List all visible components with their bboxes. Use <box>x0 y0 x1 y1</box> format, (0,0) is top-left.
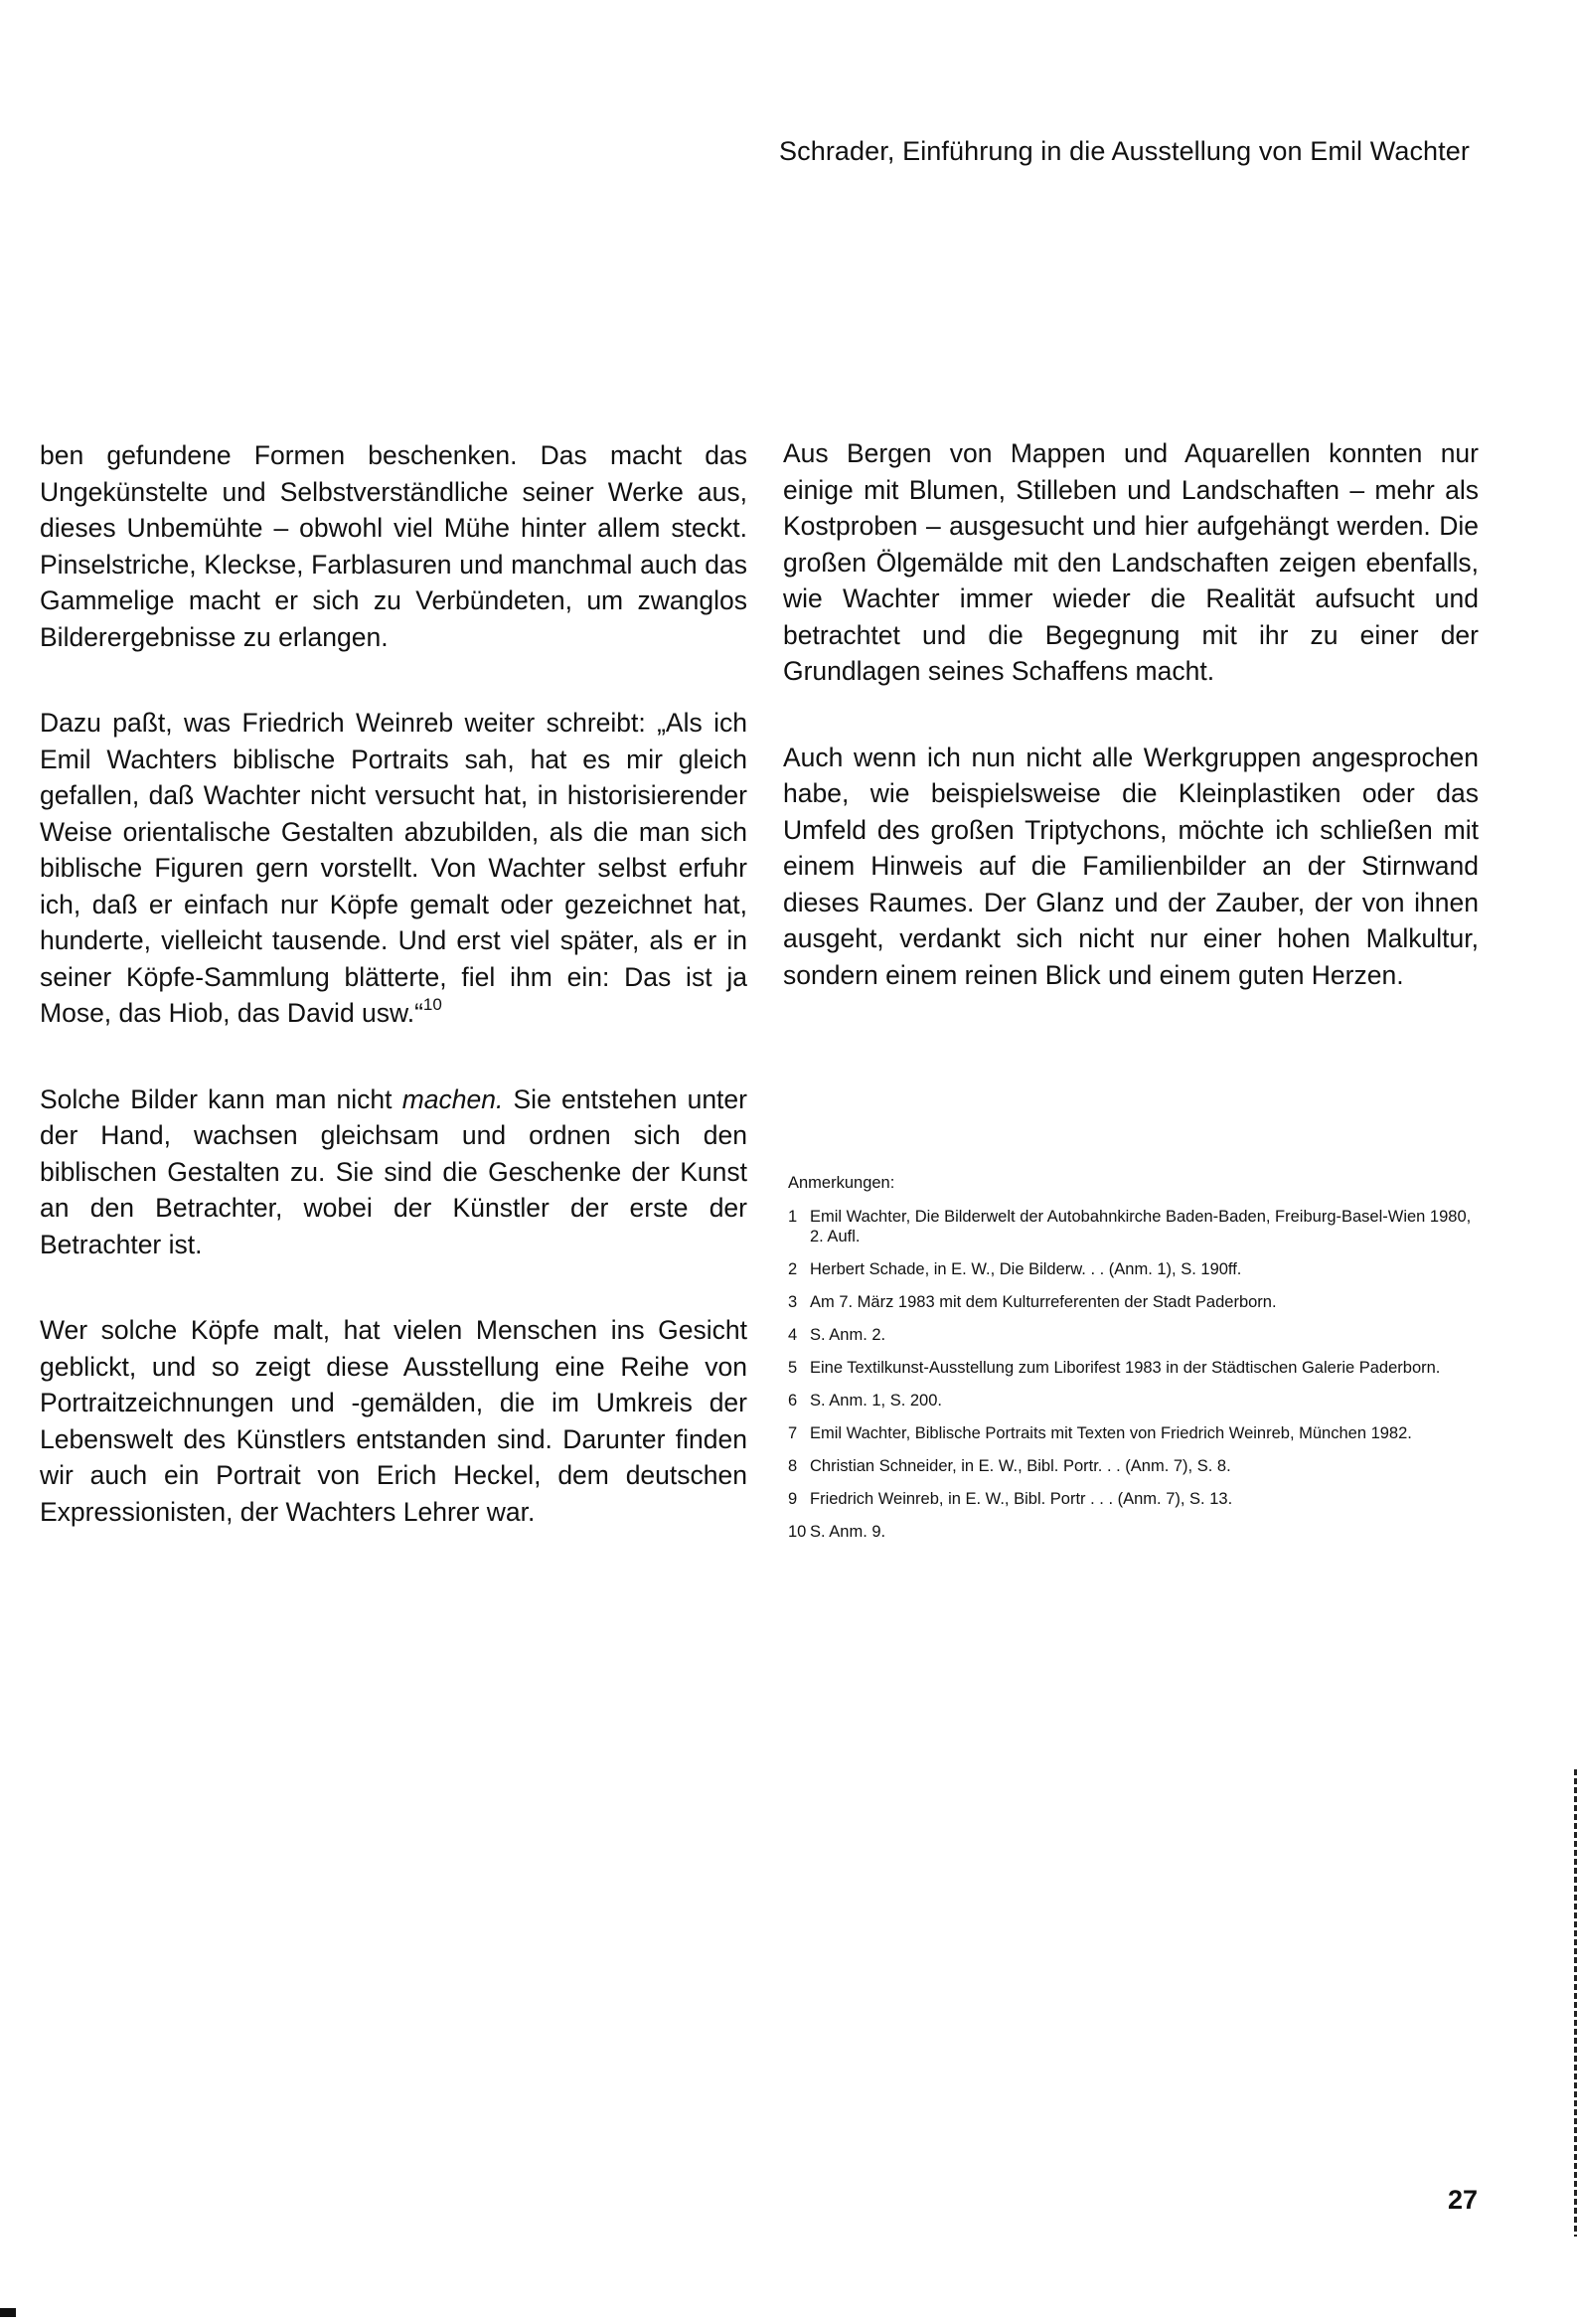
footnote-number: 2 <box>788 1260 798 1278</box>
footnote-number: 5 <box>788 1359 798 1377</box>
footnote-text: Christian Schneider, in E. W., Bibl. Portr. . . (Anm. 7), S. 8. <box>810 1457 1231 1475</box>
footnote-text: Am 7. März 1983 mit dem Kulturreferenten der Stadt Paderborn. <box>810 1293 1277 1311</box>
footnote-item <box>788 1423 1484 1443</box>
right-column <box>783 435 1479 1043</box>
footnote-item <box>788 1456 1484 1476</box>
paragraph: Aus Bergen von Mappen und Aquarellen konnten nur einige mit Blumen, Stilleben und Landschaften – mehr als Kostproben – ausgesucht und hier aufgehängt werden. Die großen Ölgemälde mit den Landschaften zeigen ebenfalls, wie Wachter immer wieder die Realität aufsucht und betrachtet und die Begegnung mit ihr zu einer der Grundlagen seines Schaffens macht. <box>783 438 1479 686</box>
footnote-text: S. Anm. 1, S. 200. <box>810 1392 942 1410</box>
footnote-text: Emil Wachter, Die Bilderwelt der Autobahnkirche Baden-Baden, Freiburg-Basel-Wien 1980, 2. Aufl. <box>810 1208 1472 1245</box>
footnote-item <box>788 1259 1484 1279</box>
footnote-text: Eine Textilkunst-Ausstellung zum Liborifest 1983 in der Städtischen Galerie Paderborn. <box>810 1359 1441 1377</box>
footnote-text: Friedrich Weinreb, in E. W., Bibl. Portr . . . (Anm. 7), S. 13. <box>810 1490 1233 1508</box>
page-number: 27 <box>1447 2185 1478 2215</box>
footnote-item <box>788 1522 1484 1542</box>
footnote-number: 3 <box>788 1293 798 1311</box>
emphasis: machen. <box>401 1083 504 1114</box>
paragraph: ben gefundene Formen beschenken. Das macht das Ungekünstelte und Selbstverständliche seiner Werke aus, dieses Unbemühte – obwohl viel Mühe hinter allem steckt. Pinselstriche, Kleckse, Farblasuren und manchmal auch das Gammelige macht er sich zu Verbündeten, um zwanglos Bilderergebnisse zu erlangen. <box>40 440 747 652</box>
footnote-item <box>788 1489 1484 1509</box>
footnote-item <box>788 1391 1484 1411</box>
footnote-item <box>788 1358 1484 1378</box>
footnote-item <box>788 1292 1484 1312</box>
footnote-number: 1 <box>788 1208 798 1226</box>
footnote-number: 7 <box>788 1424 798 1442</box>
footnote-item <box>788 1207 1484 1246</box>
footnotes <box>788 1173 1484 1555</box>
footnote-number: 9 <box>788 1490 798 1508</box>
scan-mark <box>0 2308 16 2317</box>
running-header: Schrader, Einführung in die Ausstellung von Emil Wachter <box>779 136 1470 166</box>
footnote-ref[interactable]: 10 <box>422 995 442 1014</box>
left-column <box>40 437 747 1579</box>
paragraph: Solche Bilder kann man nicht machen. Sie entstehen unter der Hand, wachsen gleichsam und ordnen sich den biblischen Gestalten zu. Sie sind die Geschenke der Kunst an den Betrachter, wobei der Künstler der erste der Betrachter ist. <box>40 1083 747 1259</box>
footnotes-title: Anmerkungen: <box>788 1174 895 1192</box>
footnote-text: S. Anm. 2. <box>810 1326 886 1344</box>
paragraph: Wer solche Köpfe malt, hat vielen Menschen ins Gesicht geblickt, und so zeigt diese Ausstellung eine Reihe von Portraitzeichnungen und -gemälden, die im Umkreis der Lebenswelt des Künstlers entstanden sind. Darunter finden wir auch ein Portrait von Erich Heckel, dem deutschen Expressionisten, der Wachters Lehrer war. <box>40 1315 747 1527</box>
footnote-number: 6 <box>788 1392 798 1410</box>
paragraph: Auch wenn ich nun nicht alle Werkgruppen angesprochen habe, wie beispielsweise die Kleinplastiken oder das Umfeld des großen Triptychons, möchte ich schließen mit einem Hinweis auf die Familienbilder an der Stirnwand dieses Raumes. Der Glanz und der Zauber, der von ihnen ausgeht, verdankt sich nicht nur einer hohen Malkultur, sondern einem reinen Blick und einem guten Herzen. <box>783 742 1479 990</box>
footnote-text: Herbert Schade, in E. W., Die Bilderw. . . (Anm. 1), S. 190ff. <box>810 1260 1242 1278</box>
footnote-number: 8 <box>788 1457 798 1475</box>
footnote-text: S. Anm. 9. <box>810 1523 886 1541</box>
footnote-number: 10 <box>788 1523 807 1541</box>
paragraph: Dazu paßt, was Friedrich Weinreb weiter schreibt: „Als ich Emil Wachters biblische Portraits sah, hat es mir gleich gefallen, daß Wachter nicht versucht hat, in historisierender Weise orientalische Gestalten abzubilden, als die man sich biblische Figuren gern vorstellt. Von Wachter selbst erfuhr ich, daß er einfach nur Köpfe gemalt oder gezeichnet hat, hunderte, vielleicht tausende. Und erst viel später, als er in seiner Köpfe-Sammlung blätterte, fiel ihm ein: Das ist ja Mose, das Hiob, das David usw.“$^{10}$ <box>40 708 747 1028</box>
footnote-item <box>788 1325 1484 1345</box>
footnote-number: 4 <box>788 1326 798 1344</box>
footnote-text: Emil Wachter, Biblische Portraits mit Texten von Friedrich Weinreb, München 1982. <box>810 1424 1412 1442</box>
